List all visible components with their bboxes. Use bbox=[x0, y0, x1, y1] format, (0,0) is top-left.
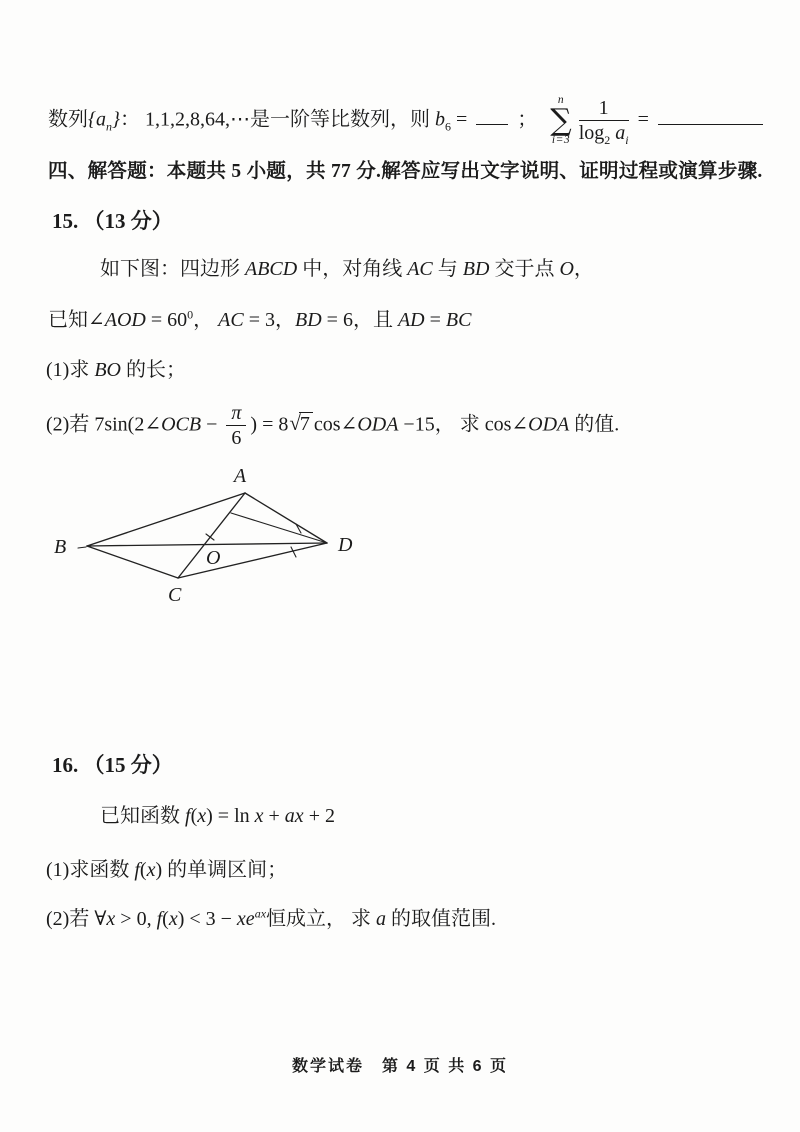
summation-symbol: n ∑ i=3 bbox=[550, 94, 572, 146]
page-footer bbox=[0, 1056, 800, 1078]
edge-CD bbox=[178, 543, 327, 578]
section-four-header: 四、解答题：本题共 5 小题，共 77 分.解答应写出文字说明、证明过程或演算步骤. bbox=[48, 161, 763, 182]
vertex-label-d: D bbox=[338, 534, 353, 556]
footer-doc-title: 数学试卷 bbox=[291, 1058, 364, 1075]
figure-lines bbox=[78, 493, 327, 578]
vertex-label-c: C bbox=[168, 584, 182, 606]
question15-number: 15. （13 分） bbox=[52, 209, 173, 233]
diagonal-BD bbox=[87, 543, 327, 546]
question15-intro-line1: 如下图：四边形 ABCD 中，对角线 AC 与 BD 交于点 O， bbox=[100, 258, 594, 280]
figure-labels bbox=[54, 465, 353, 606]
question16-intro: 已知函数 f(x) = ln x + ax + 2 bbox=[100, 805, 335, 827]
vertex-label-b: B bbox=[54, 536, 67, 558]
answer-blank bbox=[476, 123, 508, 125]
fraction: $\frac{\pi}{6}$ bbox=[226, 402, 246, 450]
vertex-label-a: A bbox=[233, 465, 247, 487]
sketch-line-AD2 bbox=[231, 513, 327, 543]
edge-AD bbox=[245, 493, 327, 543]
vertex-dash-B bbox=[78, 547, 86, 548]
angle-tick-D-lower bbox=[291, 547, 296, 557]
footer-page-info: 第 4 页 共 6 页 bbox=[381, 1058, 509, 1075]
question15-intro-line2: 已知∠AOD = $60^0$， AC = 3，BD = 6，且 AD = BC bbox=[48, 307, 472, 331]
vertex-label-o: O bbox=[206, 547, 221, 569]
question15-part2: (2)若 7sin(2∠OCB − $\frac{\pi}{6}$ ) = 8√7 cos∠ODA −15， 求 cos∠ODA 的值. bbox=[46, 402, 620, 450]
question15-part1: (1)求 BO 的长； bbox=[46, 359, 186, 381]
edge-AB bbox=[87, 493, 245, 546]
question14-fill-blank-line: 数列$\{a_n\}$： 1,1,2,8,64,⋯是一阶等比数列，则 $b_6$ = ； n ∑ i=3 $\frac{1}{\log_2 a_i}$ = bbox=[48, 95, 767, 147]
answer-blank bbox=[658, 123, 763, 125]
fraction: $\frac{1}{\log_2 a_i}$ bbox=[578, 96, 629, 148]
edge-BC bbox=[87, 546, 178, 578]
question15-figure bbox=[50, 460, 380, 625]
question16-number: 16. （15 分） bbox=[52, 753, 173, 777]
question16-part2: (2)若 ∀x > 0, $f(x) < 3 - xe^{ax}$恒成立， 求 a 的取值范围. bbox=[46, 906, 497, 930]
question16-part1: (1)求函数 f(x) 的单调区间； bbox=[46, 859, 288, 881]
radical: √7 bbox=[289, 409, 313, 438]
